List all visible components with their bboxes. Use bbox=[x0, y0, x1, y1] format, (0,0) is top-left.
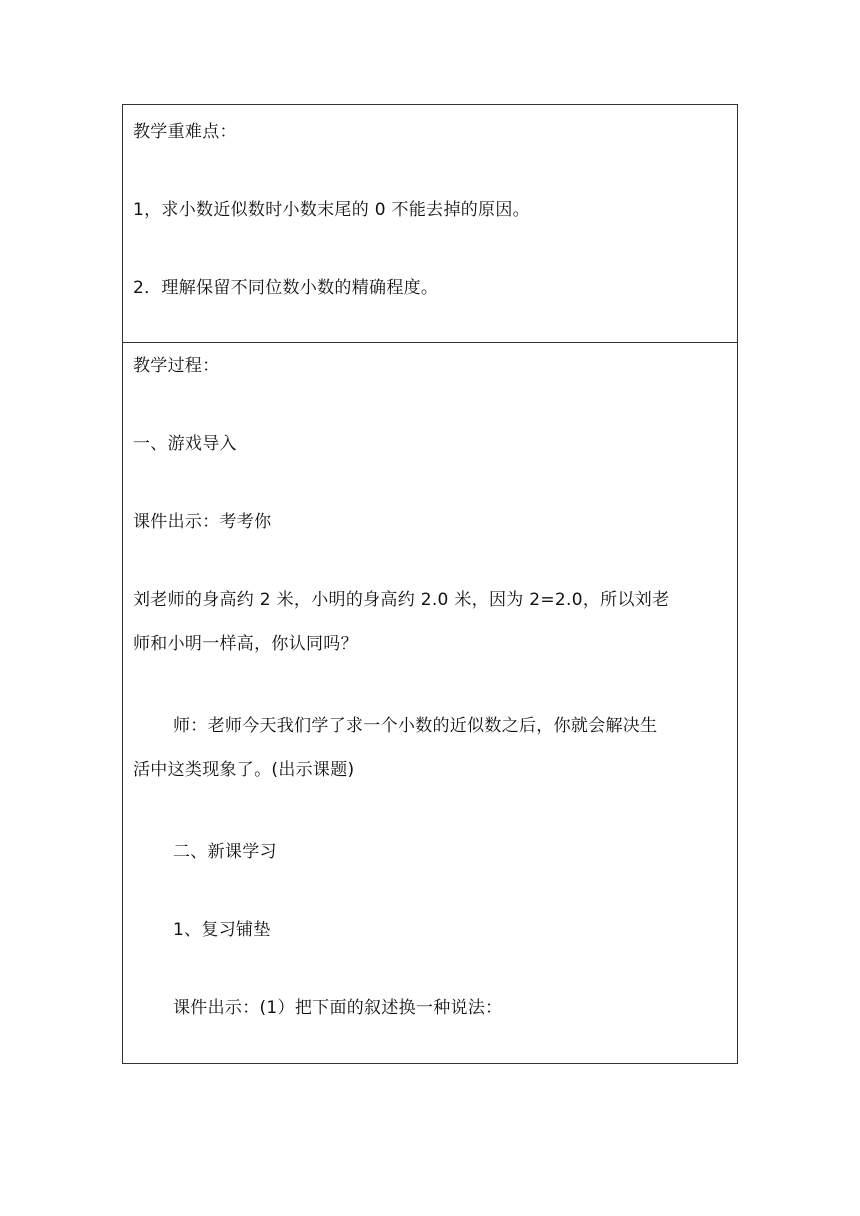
teacher-line-2: 活中这类现象了。(出示课题) bbox=[133, 760, 355, 780]
teacher-line-1: 师：老师今天我们学了求一个小数的近似数之后，你就会解决生 bbox=[173, 716, 658, 736]
courseware-text-2: 课件出示：(1）把下面的叙述换一种说法： bbox=[173, 998, 503, 1018]
courseware-text-1: 课件出示：考考你 bbox=[133, 512, 272, 532]
lesson-plan-table bbox=[122, 104, 738, 1064]
difficulty-point-2: 2．理解保留不同位数小数的精确程度。 bbox=[133, 278, 439, 298]
difficulties-cell bbox=[123, 105, 737, 343]
question-line-2: 师和小明一样高，你认同吗？ bbox=[133, 634, 358, 654]
difficulties-heading: 教学重难点： bbox=[133, 122, 237, 142]
section-1-title: 一、游戏导入 bbox=[133, 434, 237, 454]
subsection-1-title: 1、复习铺垫 bbox=[173, 920, 271, 940]
question-line-1: 刘老师的身高约 2 米，小明的身高约 2.0 米，因为 2=2.0，所以刘老 bbox=[133, 590, 670, 610]
process-cell bbox=[123, 343, 737, 1063]
difficulty-point-1: 1，求小数近似数时小数末尾的 0 不能去掉的原因。 bbox=[133, 200, 530, 220]
section-2-title: 二、新课学习 bbox=[173, 842, 277, 862]
process-heading: 教学过程： bbox=[133, 356, 220, 376]
